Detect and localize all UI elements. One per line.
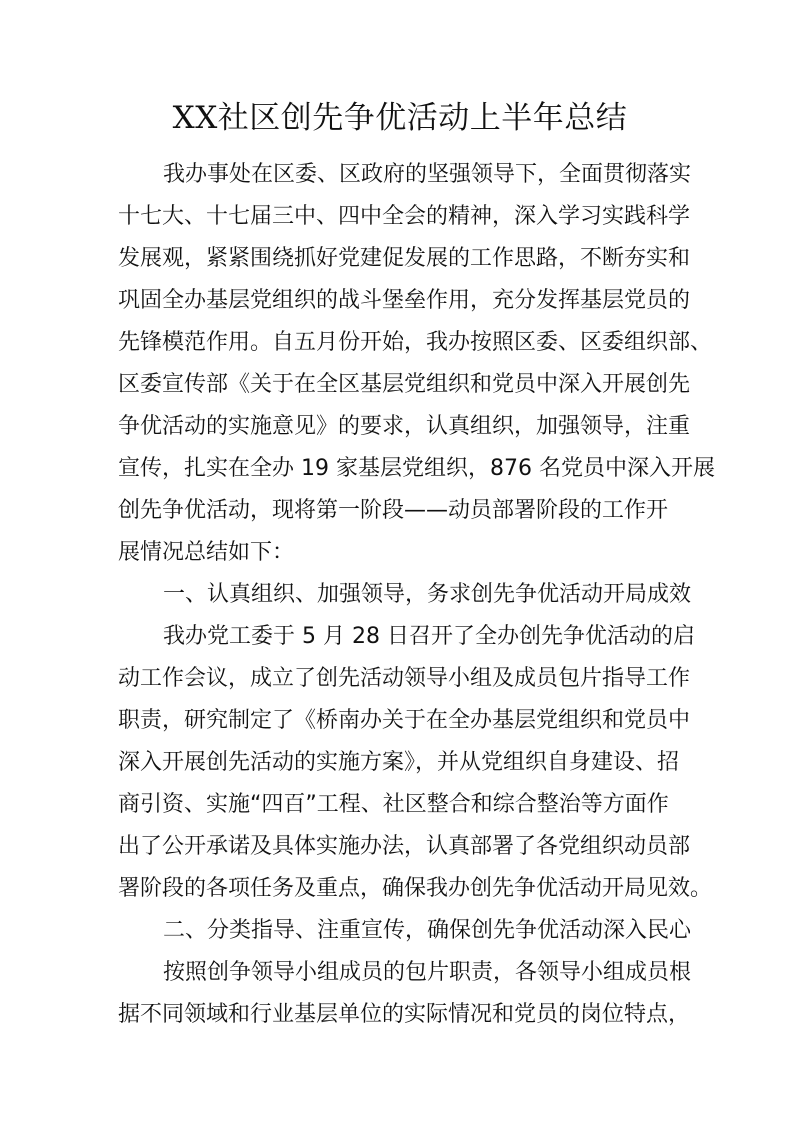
paragraph-1-line-5: 先锋模范作用。自五月份开始，我办按照区委、区委组织部、 (118, 330, 713, 355)
paragraph-1-line-8: 宣传，扎实在全办 19 家基层党组织，876 名党员中深入开展 (118, 456, 715, 481)
paragraph-1-line-2: 十七大、十七届三中、四中全会的精神，深入学习实践科学 (118, 204, 691, 229)
paragraph-2-line-1: 我办党工委于 5 月 28 日召开了全办创先争优活动的启 (163, 624, 695, 649)
paragraph-1-line-9: 创先争优活动，现将第一阶段——动员部署阶段的工作开 (118, 498, 669, 523)
paragraph-2-line-4: 深入开展创先活动的实施方案》，并从党组织自身建设、招 (118, 750, 680, 775)
paragraph-1-line-3: 发展观，紧紧围绕抓好党建促发展的工作思路，不断夯实和 (118, 246, 691, 271)
paragraph-2-line-6: 出了公开承诺及具体实施办法，认真部署了各党组织动员部 (118, 834, 691, 859)
section-heading-2: 二、分类指导、注重宣传，确保创先争优活动深入民心 (163, 918, 692, 943)
section-heading-1: 一、认真组织、加强领导，务求创先争优活动开局成效 (163, 582, 692, 607)
paragraph-1-line-7: 争优活动的实施意见》的要求，认真组织，加强领导，注重 (118, 414, 691, 439)
paragraph-2-line-5: 商引资、实施“四百”工程、社区整合和综合整治等方面作 (118, 792, 669, 817)
paragraph-1-line-4: 巩固全办基层党组织的战斗堡垒作用，充分发挥基层党员的 (118, 288, 691, 313)
paragraph-1-line-1: 我办事处在区委、区政府的坚强领导下，全面贯彻落实 (163, 162, 692, 187)
paragraph-2-line-7: 署阶段的各项任务及重点，确保我办创先争优活动开局见效。 (118, 876, 713, 901)
paragraph-2-line-3: 职责，研究制定了《桥南办关于在全办基层党组织和党员中 (118, 708, 691, 733)
paragraph-1-line-10: 展情况总结如下： (118, 540, 295, 565)
paragraph-3-line-2: 据不同领域和行业基层单位的实际情况和党员的岗位特点， (118, 1002, 691, 1027)
paragraph-2-line-2: 动工作会议，成立了创先活动领导小组及成员包片指导工作 (118, 666, 691, 691)
paragraph-3-line-1: 按照创争领导小组成员的包片职责，各领导小组成员根 (163, 960, 692, 985)
document-title: XX社区创先争优活动上半年总结 (172, 100, 628, 136)
paragraph-1-line-6: 区委宣传部《关于在全区基层党组织和党员中深入开展创先 (118, 372, 691, 397)
